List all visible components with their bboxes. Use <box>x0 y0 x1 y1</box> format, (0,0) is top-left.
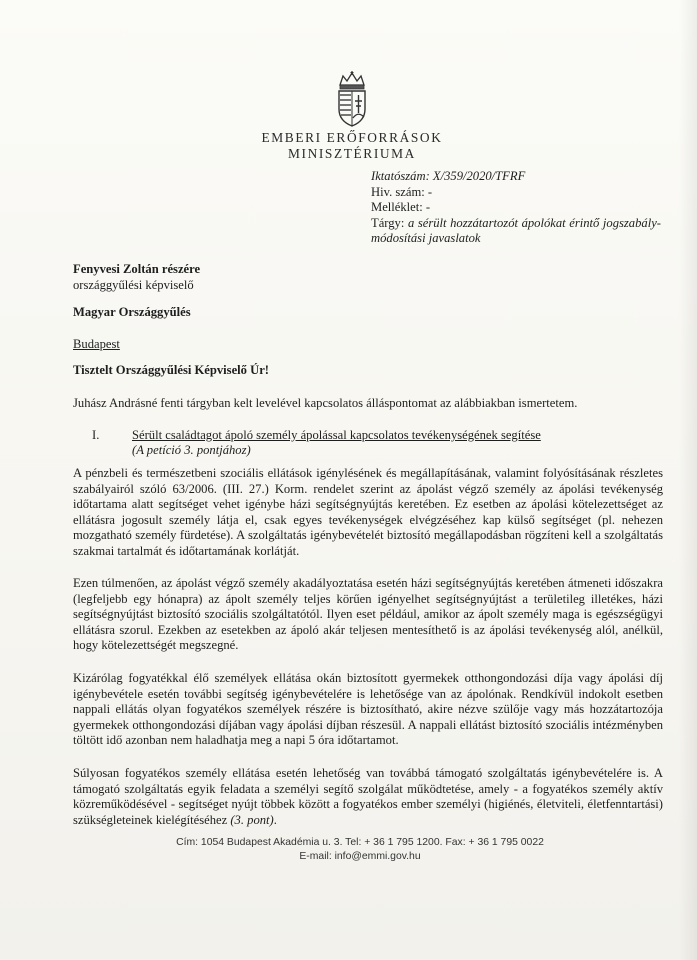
paragraph-4 <box>73 766 663 828</box>
subject <box>371 216 661 247</box>
section-number: I. <box>92 428 100 442</box>
ministry-name <box>230 130 474 162</box>
recipient-city-wrap <box>73 336 663 352</box>
recipient-city: Budapest <box>73 337 120 351</box>
subject-text: a sérült hozzátartozót ápolókat érintő jogszabály-módosítási javaslatok <box>371 215 661 245</box>
ministry-line-1: EMBERI ERŐFORRÁSOK <box>261 130 443 145</box>
paragraph-2: Ezen túlmenően, az ápolást végző személy akadályoztatása esetén házi segítségnyújtás keretében átmeneti időszakra (legfeljebb egy hónapra) az ápolt személy teljes körűen igényelhet segítségnyújtást a területileg illetékes, házi segítségnyújtást biztosító szociális szolgáltatótól. Ilyen eset például, amikor az ápolt személy maga is egészségügyi ellátásra szorul. Ezekben az esetekben az ápoló akár teljesen mentesíthető is az ápolási tevékenység alól, anélkül, hogy kötelezettségét megszegné. <box>73 576 663 653</box>
letter-footer <box>160 836 560 864</box>
page-edge-shadow <box>679 0 697 960</box>
section-title: Sérült családtagot ápoló személy ápolással kapcsolatos tevékenységének segítése <box>132 428 541 442</box>
salutation: Tisztelt Országgyűlési Képviselő Úr! <box>73 363 269 377</box>
footer-address: Cím: 1054 Budapest Akadémia u. 3. Tel: + 36 1 795 1200. Fax: + 36 1 795 0022 <box>176 837 544 848</box>
intro-sentence: Juhász Andrásné fenti tárgyban kelt levelével kapcsolatos álláspontomat az alábbiakban ismertetem. <box>73 396 578 410</box>
reference-number <box>371 169 661 185</box>
section-heading <box>132 428 652 458</box>
reference-block <box>371 169 661 247</box>
paragraph-1: A pénzbeli és természetbeni szociális ellátások igénylésének és megállapításának, valamint folyósításának részletes szabályairól szóló 63/2006. (III. 27.) Korm. rendelet szerint az ápolást végző személy az ápolási tevékenység időtartama alatt segítséget vehet igénybe házi segítségnyújtás keretében. Ez esetben az ápolási kötelezettséget az ellátásra jogosult személy látja el, csak egyes tevékenységek elvégzéséhez kap külső segítséget (pl. nehezen mozgatható személy fürdetése). A szolgáltatás igénybevételét biztosító megállapodásban rögzíteni kell a szolgáltatás szakmai tartalmát és időtartamának korlátját. <box>73 466 663 558</box>
attachment: Melléklet: - <box>371 200 431 214</box>
section-subtitle: (A petíció 3. pontjához) <box>132 443 251 457</box>
paragraph-4-reference: (3. pont) <box>230 812 274 827</box>
recipient-role: országgyűlési képviselő <box>73 278 194 292</box>
recipient-institution: Magyar Országgyűlés <box>73 305 191 319</box>
paragraph-4-text: Súlyosan fogyatékos személy ellátása esetén lehetőség van továbbá támogató szolgáltatás igénybevételére is. A támogató szolgáltatás egyik feladata a személyi segítő szolgálat működtetése, amely - a fogyatékos személy aktív közreműködésével - segítséget nyújt többek között a fogyatékos ember személyi (higiénés, életviteli, életfenntartási) szükségleteinek kielégítéséhez <box>73 766 663 827</box>
recipient-block <box>73 261 663 293</box>
paragraph-3: Kizárólag fogyatékkal élő személyek ellátása okán biztosított gyermekek otthongondozási díja vagy ápolási díj igénybevétele esetén további segítség igénybevételére is lehetősége van az ápolónak. Rendkívül indokolt esetben nappali ellátás olyan fogyatékos személyek részére is biztosítható, akire nézve szülője vagy más hozzátartozója gyermekek otthongondozási díjában vagy ápolási díjban részesül. A nappali ellátást biztosító szociális intézményben töltött idő azonban nem haladhatja meg a napi 5 óra időtartamot. <box>73 671 663 748</box>
ministry-line-2: MINISZTÉRIUMA <box>288 146 416 161</box>
paragraph-4-end: . <box>273 812 277 827</box>
recipient-name: Fenyvesi Zoltán részére <box>73 262 201 276</box>
footer-email: E-mail: info@emmi.gov.hu <box>299 851 421 862</box>
hungarian-coat-of-arms-icon <box>334 71 370 127</box>
their-reference: Hiv. szám: - <box>371 184 433 199</box>
reference-number-text: Iktatószám: X/359/2020/TFRF <box>371 169 526 183</box>
subject-label: Tárgy: <box>371 215 408 230</box>
